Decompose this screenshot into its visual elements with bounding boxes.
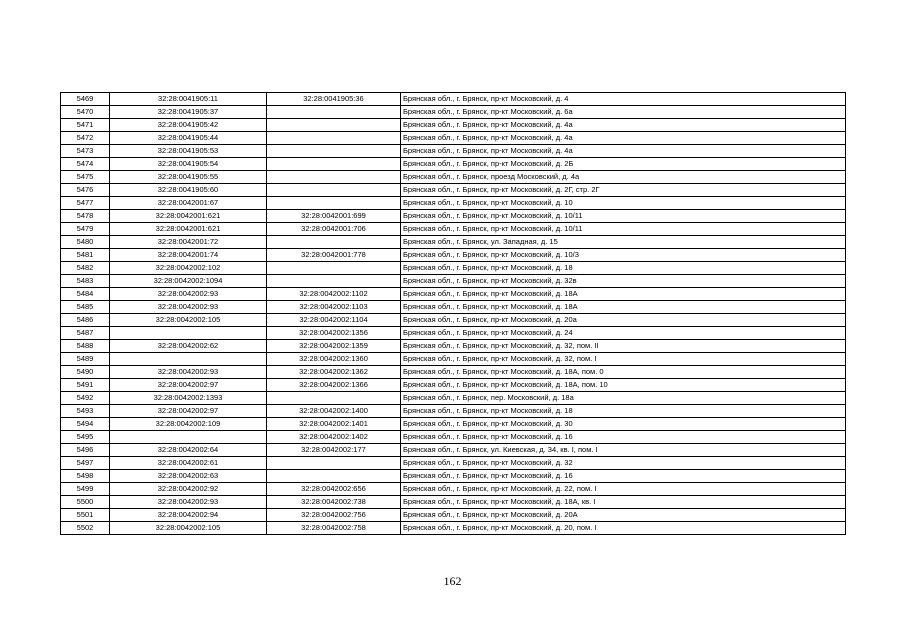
related-cadastral-number-cell xyxy=(267,470,401,483)
cadastral-number-cell: 32:28:0042001:72 xyxy=(110,236,267,249)
address-cell: Брянская обл., г. Брянск, пр-кт Московский, д. 32в xyxy=(401,275,846,288)
cadastral-number-cell: 32:28:0041905:42 xyxy=(110,119,267,132)
related-cadastral-number-cell: 32:28:0042002:656 xyxy=(267,483,401,496)
cadastral-number-cell: 32:28:0042001:74 xyxy=(110,249,267,262)
address-cell: Брянская обл., г. Брянск, пр-кт Московский, д. 10/11 xyxy=(401,223,846,236)
address-cell: Брянская обл., г. Брянск, пр-кт Московский, д. 10 xyxy=(401,197,846,210)
related-cadastral-number-cell: 32:28:0041905:36 xyxy=(267,93,401,106)
related-cadastral-number-cell: 32:28:0042001:706 xyxy=(267,223,401,236)
address-cell: Брянская обл., г. Брянск, проезд Московский, д. 4а xyxy=(401,171,846,184)
related-cadastral-number-cell: 32:28:0042002:1360 xyxy=(267,353,401,366)
table-row xyxy=(61,145,846,158)
address-cell: Брянская обл., г. Брянск, пр-кт Московский, д. 16 xyxy=(401,470,846,483)
address-cell: Брянская обл., г. Брянск, пр-кт Московский, д. 10/3 xyxy=(401,249,846,262)
cadastral-number-cell xyxy=(110,353,267,366)
row-number-cell: 5485 xyxy=(61,301,110,314)
row-number-cell: 5492 xyxy=(61,392,110,405)
address-cell: Брянская обл., г. Брянск, пр-кт Московский, д. 18А, пом. 0 xyxy=(401,366,846,379)
related-cadastral-number-cell: 32:28:0042002:1400 xyxy=(267,405,401,418)
table-row xyxy=(61,496,846,509)
address-cell: Брянская обл., г. Брянск, пр-кт Московский, д. 2Б xyxy=(401,158,846,171)
address-cell: Брянская обл., г. Брянск, пр-кт Московский, д. 18А, пом. 10 xyxy=(401,379,846,392)
table-row xyxy=(61,301,846,314)
related-cadastral-number-cell xyxy=(267,106,401,119)
cadastral-number-cell: 32:28:0042002:93 xyxy=(110,496,267,509)
address-cell: Брянская обл., г. Брянск, пр-кт Московский, д. 32, пом. II xyxy=(401,340,846,353)
address-cell: Брянская обл., г. Брянск, пр-кт Московский, д. 10/11 xyxy=(401,210,846,223)
cadastral-number-cell: 32:28:0042002:64 xyxy=(110,444,267,457)
address-cell: Брянская обл., г. Брянск, пр-кт Московский, д. 32, пом. I xyxy=(401,353,846,366)
row-number-cell: 5470 xyxy=(61,106,110,119)
table-row xyxy=(61,366,846,379)
related-cadastral-number-cell xyxy=(267,457,401,470)
row-number-cell: 5476 xyxy=(61,184,110,197)
table-row xyxy=(61,158,846,171)
cadastral-number-cell xyxy=(110,327,267,340)
address-cell: Брянская обл., г. Брянск, пр-кт Московский, д. 18 xyxy=(401,262,846,275)
row-number-cell: 5479 xyxy=(61,223,110,236)
address-cell: Брянская обл., г. Брянск, пр-кт Московский, д. 20, пом. I xyxy=(401,522,846,535)
address-cell: Брянская обл., г. Брянск, ул. Западная, д. 15 xyxy=(401,236,846,249)
row-number-cell: 5502 xyxy=(61,522,110,535)
row-number-cell: 5469 xyxy=(61,93,110,106)
table-row xyxy=(61,249,846,262)
address-cell: Брянская обл., г. Брянск, пр-кт Московский, д. 4 xyxy=(401,93,846,106)
related-cadastral-number-cell xyxy=(267,132,401,145)
related-cadastral-number-cell: 32:28:0042002:1402 xyxy=(267,431,401,444)
cadastral-number-cell: 32:28:0042002:63 xyxy=(110,470,267,483)
address-cell: Брянская обл., г. Брянск, пр-кт Московский, д. 4а xyxy=(401,145,846,158)
cadastral-number-cell: 32:28:0041905:37 xyxy=(110,106,267,119)
cadastral-number-cell: 32:28:0042001:67 xyxy=(110,197,267,210)
row-number-cell: 5484 xyxy=(61,288,110,301)
related-cadastral-number-cell xyxy=(267,184,401,197)
address-cell: Брянская обл., г. Брянск, ул. Киевская, д. 34, кв. I, пом. I xyxy=(401,444,846,457)
table-row xyxy=(61,275,846,288)
address-cell: Брянская обл., г. Брянск, пр-кт Московский, д. 20А xyxy=(401,509,846,522)
related-cadastral-number-cell: 32:28:0042001:699 xyxy=(267,210,401,223)
address-cell: Брянская обл., г. Брянск, пр-кт Московский, д. 18 xyxy=(401,405,846,418)
row-number-cell: 5497 xyxy=(61,457,110,470)
table-row xyxy=(61,106,846,119)
row-number-cell: 5488 xyxy=(61,340,110,353)
cadastral-number-cell: 32:28:0042002:102 xyxy=(110,262,267,275)
table-row xyxy=(61,392,846,405)
address-cell: Брянская обл., г. Брянск, пр-кт Московский, д. 20а xyxy=(401,314,846,327)
row-number-cell: 5491 xyxy=(61,379,110,392)
related-cadastral-number-cell: 32:28:0042002:1362 xyxy=(267,366,401,379)
table-row xyxy=(61,327,846,340)
row-number-cell: 5499 xyxy=(61,483,110,496)
page-number: 162 xyxy=(443,574,462,588)
row-number-cell: 5486 xyxy=(61,314,110,327)
address-cell: Брянская обл., г. Брянск, пр-кт Московский, д. 18А xyxy=(401,288,846,301)
related-cadastral-number-cell xyxy=(267,275,401,288)
related-cadastral-number-cell xyxy=(267,197,401,210)
related-cadastral-number-cell: 32:28:0042002:758 xyxy=(267,522,401,535)
address-cell: Брянская обл., г. Брянск, пер. Московский, д. 18а xyxy=(401,392,846,405)
cadastral-number-cell: 32:28:0042002:62 xyxy=(110,340,267,353)
row-number-cell: 5478 xyxy=(61,210,110,223)
cadastral-number-cell: 32:28:0041905:53 xyxy=(110,145,267,158)
cadastral-number-cell: 32:28:0042002:93 xyxy=(110,366,267,379)
row-number-cell: 5500 xyxy=(61,496,110,509)
table-row xyxy=(61,340,846,353)
cadastral-number-cell: 32:28:0041905:54 xyxy=(110,158,267,171)
table-row xyxy=(61,288,846,301)
address-cell: Брянская обл., г. Брянск, пр-кт Московский, д. 4а xyxy=(401,119,846,132)
related-cadastral-number-cell: 32:28:0042002:738 xyxy=(267,496,401,509)
row-number-cell: 5501 xyxy=(61,509,110,522)
cadastral-number-cell: 32:28:0042002:105 xyxy=(110,314,267,327)
cadastral-number-cell: 32:28:0042002:97 xyxy=(110,405,267,418)
related-cadastral-number-cell: 32:28:0042002:177 xyxy=(267,444,401,457)
registry-table xyxy=(60,92,846,535)
row-number-cell: 5489 xyxy=(61,353,110,366)
table-row xyxy=(61,405,846,418)
row-number-cell: 5474 xyxy=(61,158,110,171)
cadastral-number-cell: 32:28:0042001:621 xyxy=(110,223,267,236)
table-row xyxy=(61,171,846,184)
table-row xyxy=(61,314,846,327)
related-cadastral-number-cell: 32:28:0042002:1104 xyxy=(267,314,401,327)
row-number-cell: 5477 xyxy=(61,197,110,210)
address-cell: Брянская обл., г. Брянск, пр-кт Московский, д. 18А xyxy=(401,301,846,314)
row-number-cell: 5473 xyxy=(61,145,110,158)
related-cadastral-number-cell: 32:28:0042002:1359 xyxy=(267,340,401,353)
table-row xyxy=(61,509,846,522)
table-row xyxy=(61,197,846,210)
address-cell: Брянская обл., г. Брянск, пр-кт Московский, д. 24 xyxy=(401,327,846,340)
cadastral-number-cell: 32:28:0042001:621 xyxy=(110,210,267,223)
table-row xyxy=(61,444,846,457)
related-cadastral-number-cell xyxy=(267,236,401,249)
table-row xyxy=(61,184,846,197)
related-cadastral-number-cell: 32:28:0042002:1103 xyxy=(267,301,401,314)
row-number-cell: 5487 xyxy=(61,327,110,340)
row-number-cell: 5496 xyxy=(61,444,110,457)
cadastral-number-cell: 32:28:0042002:97 xyxy=(110,379,267,392)
table-row xyxy=(61,483,846,496)
related-cadastral-number-cell xyxy=(267,145,401,158)
row-number-cell: 5483 xyxy=(61,275,110,288)
row-number-cell: 5471 xyxy=(61,119,110,132)
cadastral-number-cell: 32:28:0042002:92 xyxy=(110,483,267,496)
address-cell: Брянская обл., г. Брянск, пр-кт Московский, д. 30 xyxy=(401,418,846,431)
row-number-cell: 5480 xyxy=(61,236,110,249)
row-number-cell: 5481 xyxy=(61,249,110,262)
table-row xyxy=(61,353,846,366)
address-cell: Брянская обл., г. Брянск, пр-кт Московский, д. 6а xyxy=(401,106,846,119)
table-row xyxy=(61,132,846,145)
cadastral-number-cell: 32:28:0042002:109 xyxy=(110,418,267,431)
table-row xyxy=(61,470,846,483)
address-cell: Брянская обл., г. Брянск, пр-кт Московский, д. 22, пом. I xyxy=(401,483,846,496)
cadastral-number-cell: 32:28:0042002:61 xyxy=(110,457,267,470)
address-cell: Брянская обл., г. Брянск, пр-кт Московский, д. 16 xyxy=(401,431,846,444)
table-row xyxy=(61,262,846,275)
address-cell: Брянская обл., г. Брянск, пр-кт Московский, д. 4а xyxy=(401,132,846,145)
row-number-cell: 5482 xyxy=(61,262,110,275)
related-cadastral-number-cell: 32:28:0042002:1366 xyxy=(267,379,401,392)
cadastral-number-cell: 32:28:0042002:1094 xyxy=(110,275,267,288)
cadastral-number-cell: 32:28:0042002:105 xyxy=(110,522,267,535)
row-number-cell: 5495 xyxy=(61,431,110,444)
cadastral-number-cell: 32:28:0042002:93 xyxy=(110,301,267,314)
table-row xyxy=(61,210,846,223)
row-number-cell: 5475 xyxy=(61,171,110,184)
related-cadastral-number-cell xyxy=(267,392,401,405)
related-cadastral-number-cell: 32:28:0042001:778 xyxy=(267,249,401,262)
related-cadastral-number-cell xyxy=(267,158,401,171)
table-row xyxy=(61,418,846,431)
table-row xyxy=(61,93,846,106)
row-number-cell: 5472 xyxy=(61,132,110,145)
address-cell: Брянская обл., г. Брянск, пр-кт Московский, д. 2Г, стр. 2Г xyxy=(401,184,846,197)
related-cadastral-number-cell: 32:28:0042002:756 xyxy=(267,509,401,522)
cadastral-number-cell: 32:28:0041905:55 xyxy=(110,171,267,184)
cadastral-number-cell: 32:28:0041905:44 xyxy=(110,132,267,145)
related-cadastral-number-cell: 32:28:0042002:1356 xyxy=(267,327,401,340)
related-cadastral-number-cell xyxy=(267,262,401,275)
row-number-cell: 5494 xyxy=(61,418,110,431)
address-cell: Брянская обл., г. Брянск, пр-кт Московский, д. 32 xyxy=(401,457,846,470)
table-row xyxy=(61,457,846,470)
row-number-cell: 5498 xyxy=(61,470,110,483)
related-cadastral-number-cell: 32:28:0042002:1102 xyxy=(267,288,401,301)
related-cadastral-number-cell xyxy=(267,171,401,184)
table-row xyxy=(61,223,846,236)
related-cadastral-number-cell xyxy=(267,119,401,132)
cadastral-number-cell: 32:28:0042002:1393 xyxy=(110,392,267,405)
row-number-cell: 5490 xyxy=(61,366,110,379)
row-number-cell: 5493 xyxy=(61,405,110,418)
table-row xyxy=(61,379,846,392)
cadastral-number-cell: 32:28:0041905:11 xyxy=(110,93,267,106)
table-row xyxy=(61,236,846,249)
table-row xyxy=(61,431,846,444)
table-row xyxy=(61,119,846,132)
address-cell: Брянская обл., г. Брянск, пр-кт Московский, д. 18А, кв. I xyxy=(401,496,846,509)
registry-table-body xyxy=(61,93,846,535)
cadastral-number-cell xyxy=(110,431,267,444)
table-row xyxy=(61,522,846,535)
cadastral-number-cell: 32:28:0042002:94 xyxy=(110,509,267,522)
cadastral-number-cell: 32:28:0042002:93 xyxy=(110,288,267,301)
cadastral-number-cell: 32:28:0041905:60 xyxy=(110,184,267,197)
related-cadastral-number-cell: 32:28:0042002:1401 xyxy=(267,418,401,431)
